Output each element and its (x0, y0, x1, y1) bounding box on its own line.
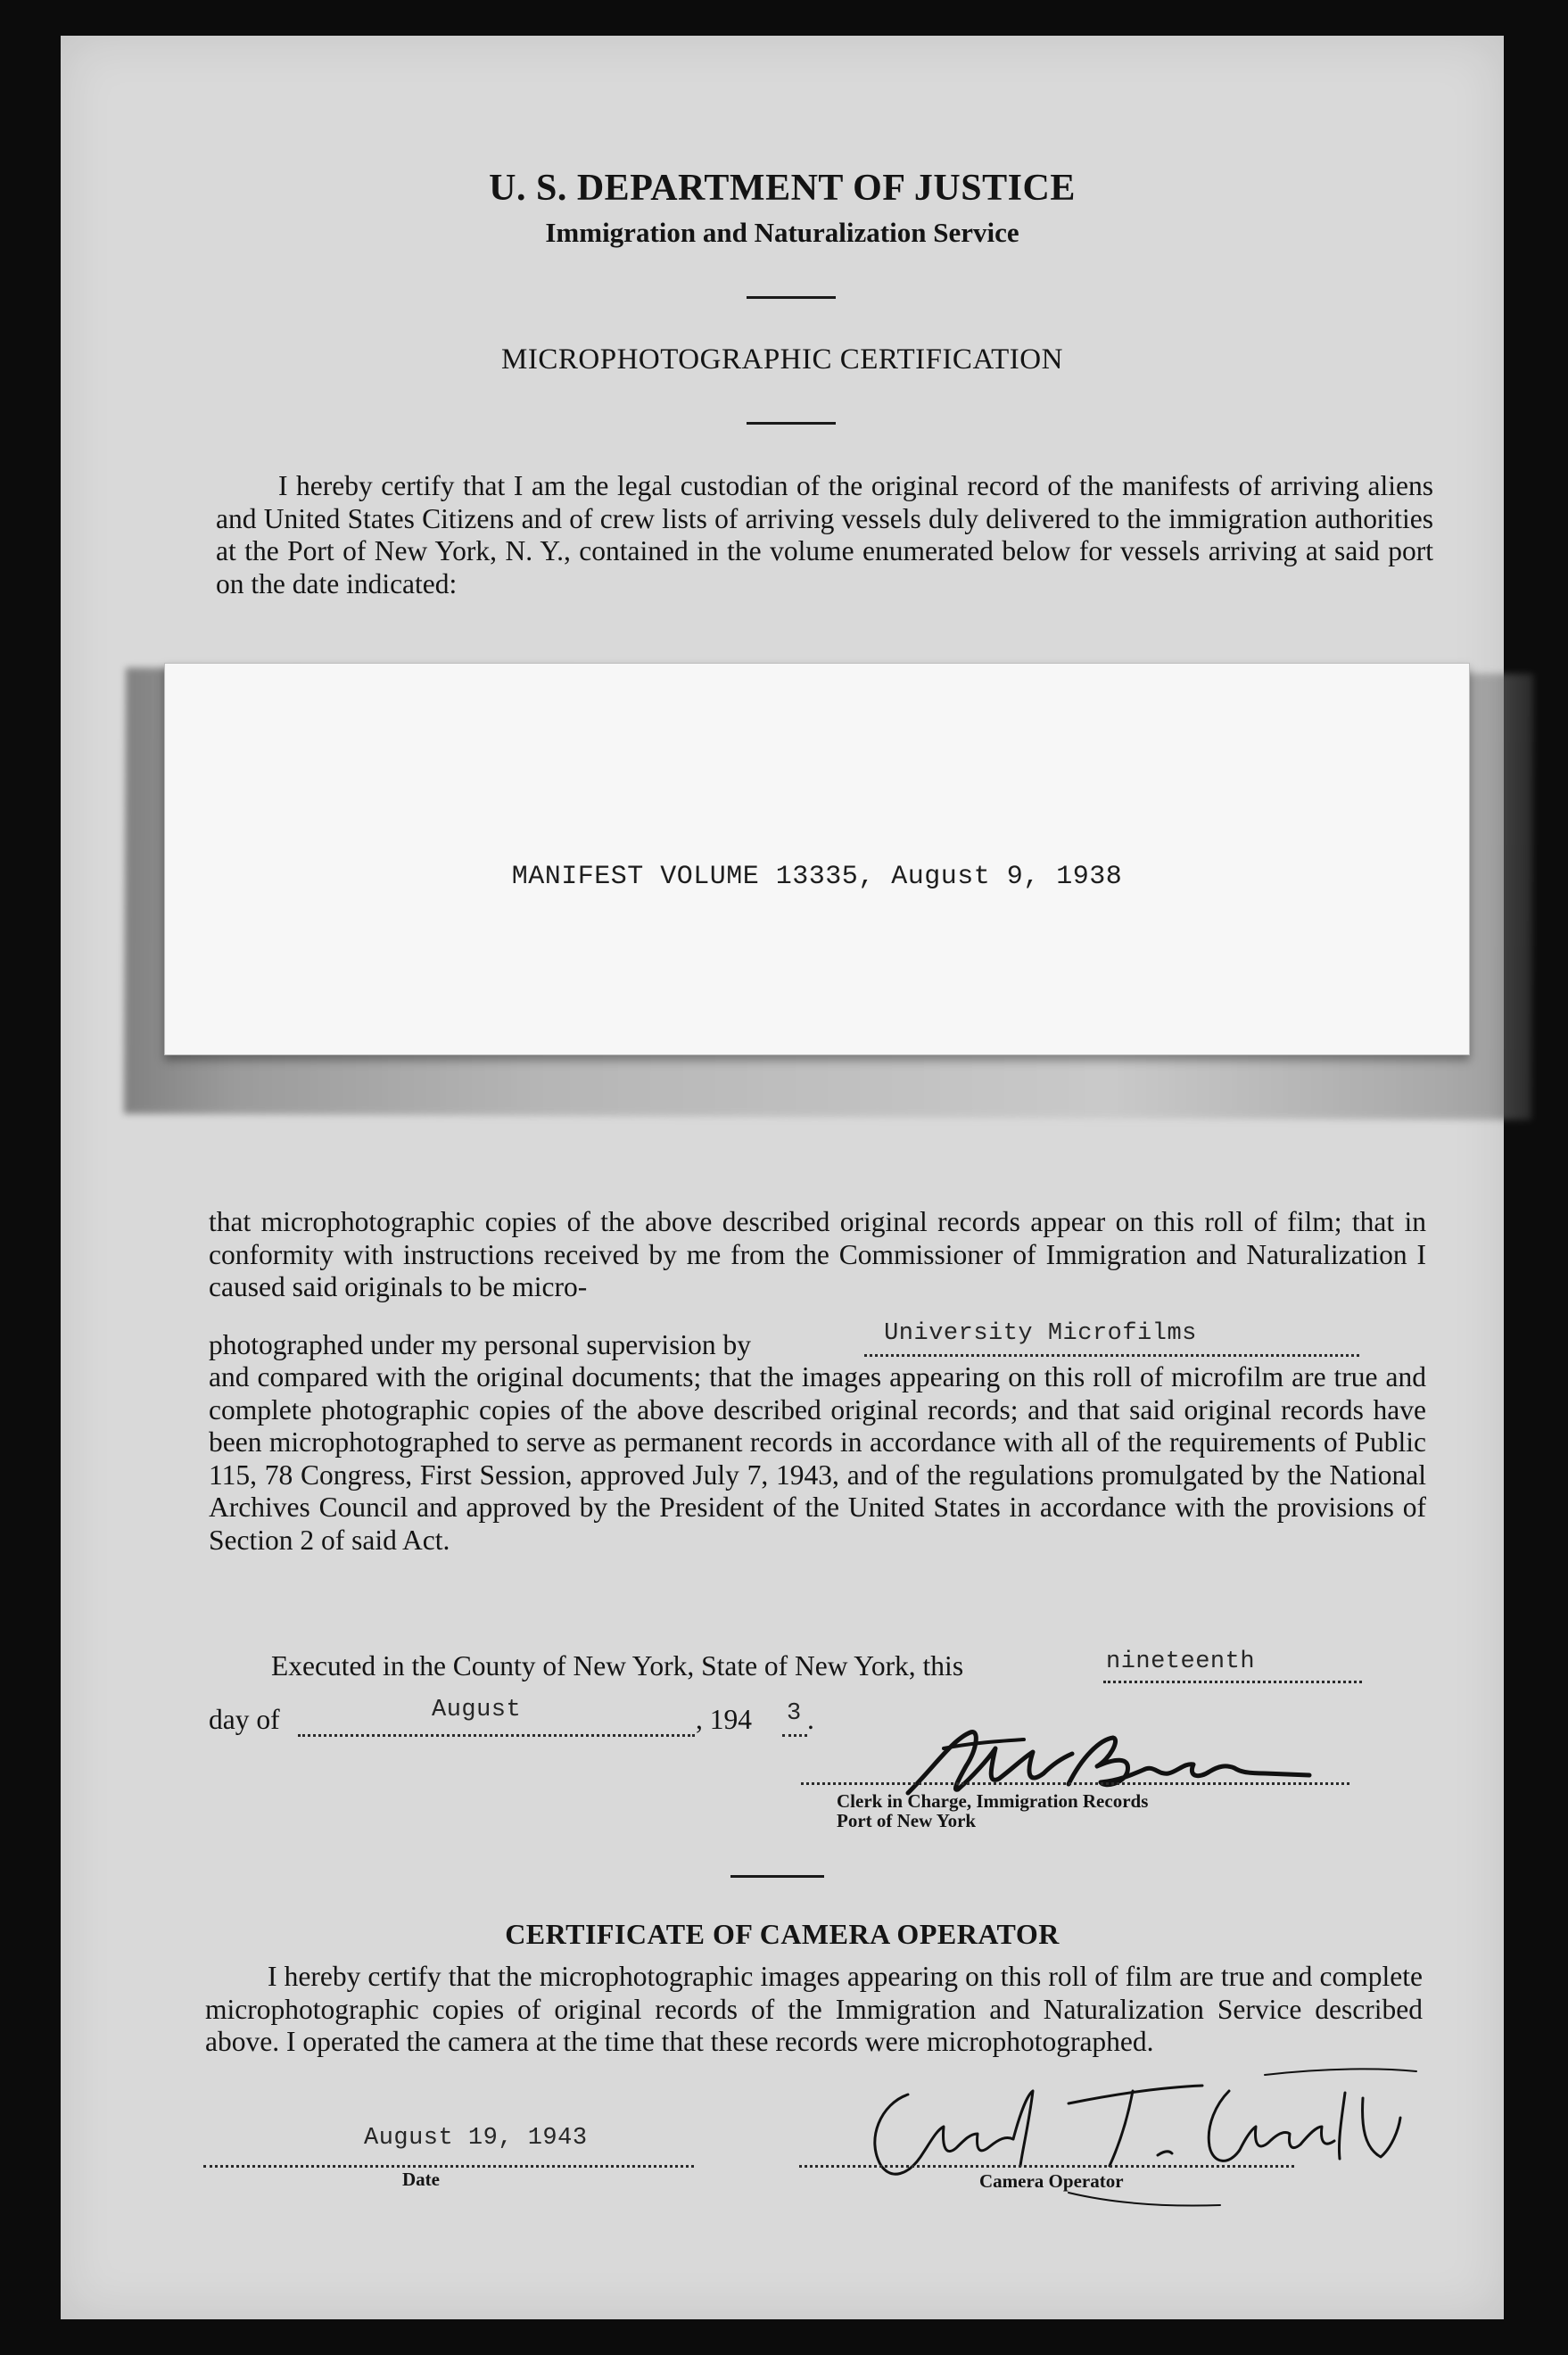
certification-paragraph-part1: that microphotographic copies of the above described original records appear on this roll of film; that in conformity with instructions received by me from the Commissioner of Immigration and Naturalization I caused said originals to be micro- (209, 1206, 1426, 1302)
date-dotted-line (203, 2163, 694, 2168)
year-digit: 3 (787, 1700, 802, 1727)
supervision-prefix: photographed under my personal supervision by (209, 1329, 752, 1360)
operator-signature (846, 2041, 1488, 2210)
divider-rule (747, 422, 836, 425)
camera-certificate-heading: CERTIFICATE OF CAMERA OPERATOR (505, 1918, 1060, 1950)
clerk-title-line2: Port of New York (837, 1810, 977, 1831)
executed-text: Executed in the County of New York, State of New York, this (271, 1650, 964, 1682)
clerk-title-line1: Clerk in Charge, Immigration Records (837, 1790, 1149, 1812)
year-prefix: , 194 (696, 1704, 752, 1735)
year-dotted-line (782, 1704, 807, 1737)
day-word: nineteenth (1106, 1648, 1256, 1675)
clerk-signature-line (801, 1781, 1349, 1785)
intro-paragraph: I hereby certify that I am the legal custodian of the original record of the manifests of arriving aliens and United States Citizens and of crew lists of arriving vessels duly delivered to the immigration authorities at the Port of New York, N. Y., contained in the volume enumerated below for vessels arriving at said port on the date indicated: (216, 470, 1433, 599)
certification-heading: MICROPHOTOGRAPHIC CERTIFICATION (501, 343, 1063, 376)
divider-rule (730, 1875, 824, 1878)
month: August (432, 1697, 522, 1723)
operator-signature-line (799, 2163, 1294, 2168)
date-line (209, 1697, 922, 1743)
divider-rule (747, 296, 836, 299)
department-title: U. S. DEPARTMENT OF JUSTICE (489, 168, 1076, 209)
camera-operator-label: Camera Operator (979, 2170, 1124, 2192)
year-suffix: . (807, 1704, 814, 1735)
supervision-line (209, 1320, 1426, 1365)
date-label: Date (402, 2169, 440, 2190)
manifest-volume-text: MANIFEST VOLUME 13335, August 9, 1938 (511, 862, 1123, 892)
executed-line (209, 1650, 1426, 1690)
camera-certificate-paragraph: I hereby certify that the microphotographic images appearing on this roll of film are true and complete microphotographic copies of original records of the Immigration and Naturalization Service described above. I operated the camera at the time that these records were microphotographed. (205, 1961, 1423, 2057)
supervisor-name: University Microfilms (884, 1320, 1197, 1347)
service-subtitle: Immigration and Naturalization Service (545, 217, 1019, 248)
day-of-label: day of (209, 1704, 280, 1735)
manifest-slip (164, 663, 1470, 1055)
certification-paragraph-part2: and compared with the original documents; that the images appearing on this roll of microfilm are true and complete photographic copies of the above described original records; and that said original records have been microphotographed to serve as permanent records in accordance with all of the requirements of Public 115, 78 Congress, First Session, approved July 7, 1943, and of the regulations promulgated by the National Archives Council and approved by the President of the United States in accordance with the provisions of Section 2 of said Act. (209, 1361, 1426, 1556)
camera-date-value: August 19, 1943 (364, 2125, 588, 2152)
document-page (61, 36, 1504, 2319)
